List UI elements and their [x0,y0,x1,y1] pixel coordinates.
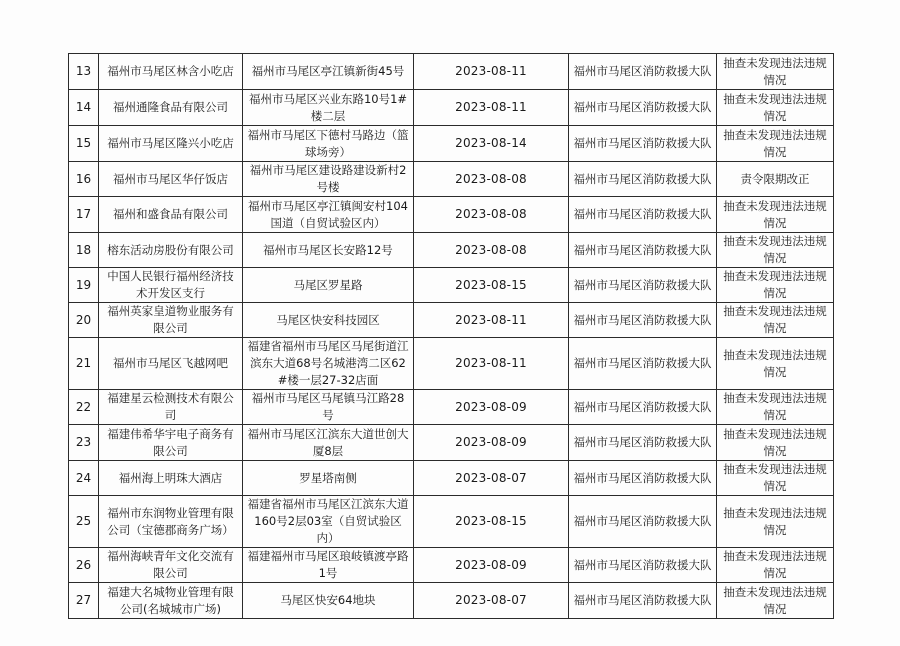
entity-name: 榕东活动房股份有限公司 [99,233,243,268]
inspecting-agency: 福州市马尾区消防救援大队 [569,54,717,90]
entity-address: 福州市马尾区建设路建设新村2号楼 [243,162,414,197]
inspecting-agency: 福州市马尾区消防救援大队 [569,162,717,197]
table-row [69,548,834,583]
inspecting-agency: 福州市马尾区消防救援大队 [569,233,717,268]
inspecting-agency: 福州市马尾区消防救援大队 [569,90,717,126]
inspecting-agency: 福州市马尾区消防救援大队 [569,548,717,583]
table-row [69,390,834,425]
row-number: 25 [69,496,99,548]
entity-name: 福州市马尾区隆兴小吃店 [99,126,243,162]
inspection-date: 2023-08-08 [414,197,569,233]
entity-address: 福州市马尾区亭江镇闽安村104国道（自贸试验区内） [243,197,414,233]
row-number: 19 [69,268,99,303]
inspection-date: 2023-08-07 [414,461,569,496]
inspecting-agency: 福州市马尾区消防救援大队 [569,461,717,496]
entity-name: 福州和盛食品有限公司 [99,197,243,233]
entity-name: 福建伟希华宇电子商务有限公司 [99,425,243,461]
entity-address: 福建省福州市马尾区江滨东大道160号2层03室（自贸试验区内） [243,496,414,548]
entity-name: 福州市马尾区飞越网吧 [99,338,243,390]
inspection-date: 2023-08-11 [414,90,569,126]
table-row [69,583,834,619]
inspection-date: 2023-08-11 [414,338,569,390]
inspection-date: 2023-08-09 [414,548,569,583]
table-row [69,303,834,338]
inspecting-agency: 福州市马尾区消防救援大队 [569,496,717,548]
table-row [69,496,834,548]
entity-address: 马尾区快安64地块 [243,583,414,619]
row-number: 18 [69,233,99,268]
table-row [69,197,834,233]
entity-name: 福州英家皇道物业服务有限公司 [99,303,243,338]
inspection-date: 2023-08-08 [414,233,569,268]
inspection-result: 抽查未发现违法违规情况 [717,583,834,619]
inspection-result: 抽查未发现违法违规情况 [717,461,834,496]
row-number: 21 [69,338,99,390]
row-number: 23 [69,425,99,461]
inspection-result: 抽查未发现违法违规情况 [717,268,834,303]
row-number: 15 [69,126,99,162]
inspection-result: 抽查未发现违法违规情况 [717,233,834,268]
entity-name: 福州海上明珠大酒店 [99,461,243,496]
row-number: 16 [69,162,99,197]
entity-address: 福州市马尾区马尾镇马江路28号 [243,390,414,425]
inspection-result: 抽查未发现违法违规情况 [717,54,834,90]
entity-address: 福州市马尾区下德村马路边（篮球场旁） [243,126,414,162]
entity-address: 福建福州市马尾区琅岐镇渡亭路1号 [243,548,414,583]
inspecting-agency: 福州市马尾区消防救援大队 [569,390,717,425]
entity-address: 马尾区快安科技园区 [243,303,414,338]
entity-address: 福建省福州市马尾区马尾街道江滨东大道68号名城港湾二区62#楼一层27-32店面 [243,338,414,390]
row-number: 20 [69,303,99,338]
row-number: 27 [69,583,99,619]
inspection-date: 2023-08-11 [414,54,569,90]
row-number: 24 [69,461,99,496]
inspection-result: 抽查未发现违法违规情况 [717,548,834,583]
inspecting-agency: 福州市马尾区消防救援大队 [569,268,717,303]
table-row [69,425,834,461]
entity-name: 福州市马尾区林含小吃店 [99,54,243,90]
inspection-result: 抽查未发现违法违规情况 [717,197,834,233]
inspection-result: 抽查未发现违法违规情况 [717,496,834,548]
inspection-date: 2023-08-09 [414,390,569,425]
inspecting-agency: 福州市马尾区消防救援大队 [569,425,717,461]
entity-address: 福州市马尾区江滨东大道世创大厦8层 [243,425,414,461]
entity-address: 福州市马尾区兴业东路10号1#楼二层 [243,90,414,126]
entity-address: 福州市马尾区亭江镇新街45号 [243,54,414,90]
inspecting-agency: 福州市马尾区消防救援大队 [569,197,717,233]
inspection-result: 抽查未发现违法违规情况 [717,425,834,461]
inspection-date: 2023-08-07 [414,583,569,619]
inspection-date: 2023-08-14 [414,126,569,162]
inspection-date: 2023-08-15 [414,268,569,303]
row-number: 22 [69,390,99,425]
entity-address: 罗星塔南侧 [243,461,414,496]
table-row [69,90,834,126]
table-row [69,268,834,303]
entity-address: 马尾区罗星路 [243,268,414,303]
inspection-result: 抽查未发现违法违规情况 [717,303,834,338]
table-row [69,338,834,390]
inspection-date: 2023-08-08 [414,162,569,197]
inspection-date: 2023-08-11 [414,303,569,338]
inspection-result: 抽查未发现违法违规情况 [717,390,834,425]
row-number: 26 [69,548,99,583]
inspecting-agency: 福州市马尾区消防救援大队 [569,338,717,390]
inspection-date: 2023-08-09 [414,425,569,461]
entity-name: 福建大名城物业管理有限公司(名城城市广场) [99,583,243,619]
entity-name: 中国人民银行福州经济技术开发区支行 [99,268,243,303]
inspection-result: 抽查未发现违法违规情况 [717,90,834,126]
table-row [69,126,834,162]
entity-name: 福州市东润物业管理有限公司（宝德郡商务广场） [99,496,243,548]
inspection-date: 2023-08-15 [414,496,569,548]
entity-address: 福州市马尾区长安路12号 [243,233,414,268]
row-number: 17 [69,197,99,233]
row-number: 13 [69,54,99,90]
entity-name: 福州通隆食品有限公司 [99,90,243,126]
table-row [69,461,834,496]
table-row [69,233,834,268]
inspection-result: 抽查未发现违法违规情况 [717,338,834,390]
inspecting-agency: 福州市马尾区消防救援大队 [569,583,717,619]
entity-name: 福州海峡青年文化交流有限公司 [99,548,243,583]
table-row [69,54,834,90]
entity-name: 福州市马尾区华仔饭店 [99,162,243,197]
inspecting-agency: 福州市马尾区消防救援大队 [569,126,717,162]
inspection-result: 责令限期改正 [717,162,834,197]
inspection-result: 抽查未发现违法违规情况 [717,126,834,162]
entity-name: 福建星云检测技术有限公司 [99,390,243,425]
inspection-table [68,53,834,619]
table-row [69,162,834,197]
row-number: 14 [69,90,99,126]
inspecting-agency: 福州市马尾区消防救援大队 [569,303,717,338]
